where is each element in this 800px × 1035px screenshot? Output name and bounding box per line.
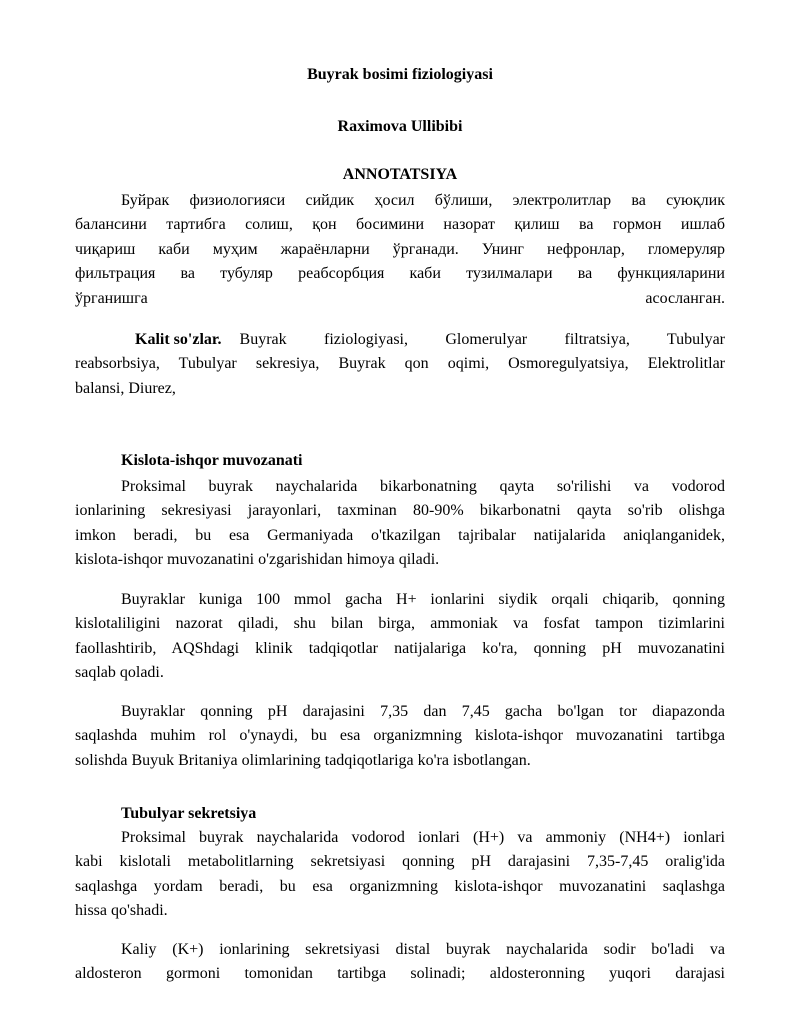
- paragraph-line: saqlashda muhim rol o'ynaydi, bu esa organizmning kislota-ishqor muvozanatini tartibga: [75, 727, 725, 745]
- annotation-last-right: асосланган.: [645, 289, 725, 307]
- paragraph-line: kislotaliligini nazorat qiladi, shu bilan birga, ammoniak va fosfat tampon tizimlarini: [75, 615, 725, 633]
- paragraph-line: Proksimal buyrak naychalarida vodorod ionlari (H+) va ammoniy (NH4+) ionlari: [121, 829, 725, 846]
- section2-paragraph-2: [75, 938, 725, 987]
- keywords-line-1: [75, 328, 725, 352]
- annotation-line: балансини тартибга солиш, қон босимини назорат қилиш ва гормон ишлаб: [75, 216, 725, 234]
- section1-paragraph-1: [75, 475, 725, 573]
- keywords-paragraph: [75, 328, 725, 401]
- keywords-text: Buyrak fiziologiyasi, Glomerulyar filtratsiya, Tubulyar: [239, 331, 725, 348]
- paragraph-line: Buyraklar qonning pH darajasini 7,35 dan 7,45 gacha bo'lgan tor diapazonda: [121, 703, 725, 720]
- annotation-line: Буйрак физиологияси сийдик ҳосил бўлиши, электролитлар ва суюқлик: [121, 192, 725, 209]
- annotation-last-line: [75, 287, 725, 311]
- annotation-paragraph: [75, 189, 725, 311]
- paragraph-line: kislota-ishqor muvozanatini o'zgarishidan himoya qiladi.: [75, 551, 440, 569]
- section1-paragraph-2: [75, 588, 725, 686]
- keywords-line-3: balansi, Diurez,: [75, 379, 176, 397]
- paragraph-line: Proksimal buyrak naychalarida bikarbonatning qayta so'rilishi va vodorod: [121, 478, 725, 495]
- section-heading: Tubulyar sekretsiya: [121, 805, 257, 822]
- paragraph-line: saqlab qoladi.: [75, 664, 164, 682]
- paragraph-line: kabi kislotali metabolitlarning sekretsiyasi qonning pH darajasini 7,35-7,45 oralig'ida: [75, 853, 725, 871]
- paragraph-line: faollashtirib, AQShdagi klinik tadqiqotlar natijalariga ko'ra, qonning pH muvozanatini: [75, 639, 725, 657]
- annotation-line: фильтрация ва тубуляр реабсорбция каби тузилмалари ва функцияларини: [75, 265, 725, 283]
- annotation-line: чиқариш каби муҳим жараёнларни ўрганади. Унинг нефронлар, гломеруляр: [75, 240, 725, 258]
- paragraph-line: aldosteron gormoni tomonidan tartibga solinadi; aldosteronning yuqori darajasi: [75, 965, 725, 983]
- paragraph-line: imkon beradi, bu esa Germaniyada o'tkazilgan tajribalar natijalarida aniqlanganidek,: [75, 526, 725, 544]
- section2-paragraph-1: [75, 826, 725, 924]
- keywords-line-2: reabsorbsiya, Tubulyar sekresiya, Buyrak qon oqimi, Osmoregulyatsiya, Elektrolitlar: [75, 355, 725, 373]
- section-heading: Kislota-ishqor muvozanati: [121, 452, 303, 469]
- document-author: Raximova Ullibibi: [337, 118, 463, 135]
- paragraph-line: Kaliy (K+) ionlarining sekretsiyasi distal buyrak naychalarida sodir bo'ladi va: [121, 941, 725, 958]
- annotation-last-left: ўрганишга: [75, 289, 148, 307]
- keywords-label: Kalit so'zlar.: [135, 331, 222, 348]
- paragraph-line: hissa qo'shadi.: [75, 902, 168, 920]
- paragraph-line: ionlarining sekresiyasi jarayonlari, taxminan 80-90% bikarbonatni qayta so'rib olishga: [75, 502, 725, 520]
- paragraph-line: Buyraklar kuniga 100 mmol gacha H+ ionlarini siydik orqali chiqarib, qonning: [121, 591, 725, 608]
- annotation-heading: ANNOTATSIYA: [342, 166, 458, 183]
- paragraph-line: solishda Buyuk Britaniya olimlarining tadqiqotlariga ko'ra isbotlangan.: [75, 751, 531, 769]
- paragraph-line: saqlashga yordam beradi, bu esa organizmning kislota-ishqor muvozanatini saqlashga: [75, 877, 725, 895]
- document-title: Buyrak bosimi fiziologiyasi: [307, 66, 493, 83]
- section1-paragraph-3: [75, 700, 725, 773]
